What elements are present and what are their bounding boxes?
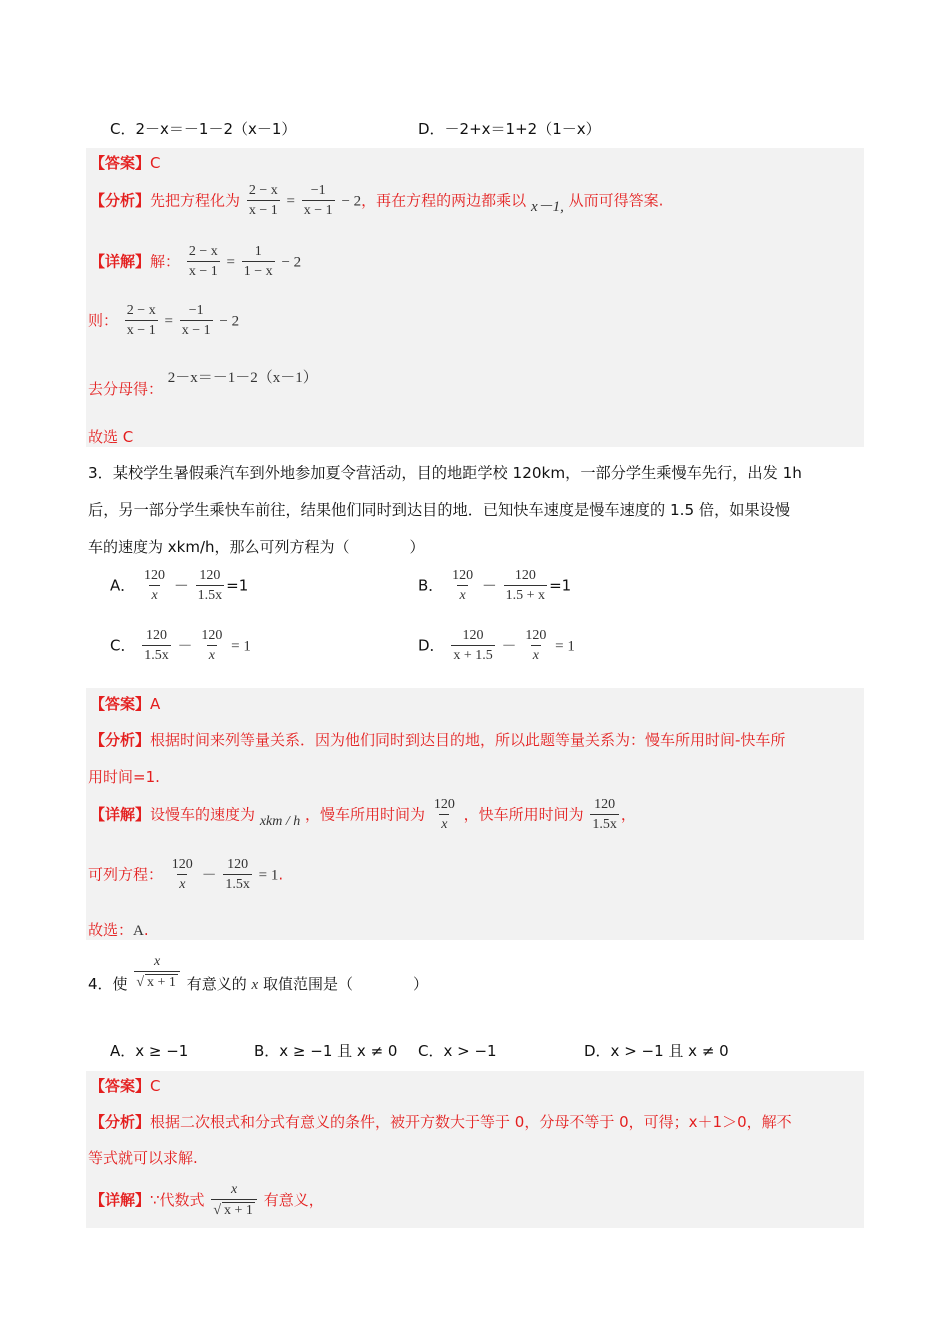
q4-option-a: A．x ≥ −1 xyxy=(110,1042,189,1060)
fraction: $\frac{120}{x}$ xyxy=(201,628,223,664)
q3-stem-line2: 后，另一部分学生乘快车前往，结果他们同时到达目的地．已知快车速度是慢车速度的 1.5 倍，如果设慢 xyxy=(88,501,791,519)
fraction: $\frac{120}{1.5x}$ xyxy=(197,568,223,604)
fraction: $\frac{x}{√ x + 1}$ xyxy=(134,954,180,991)
fraction: $\frac{120}{1.5 + x}$ xyxy=(505,568,546,604)
detail-tag: 【详解】 xyxy=(90,252,151,271)
analysis-text: 先把方程化为 xyxy=(150,191,241,210)
fraction: $\frac{120}{1.5x}$ xyxy=(592,797,617,833)
answer-tag: 【答案】 xyxy=(90,154,151,172)
q3-option-b: B． $\frac{120}{x}$ － $\frac{120}{1.5 + x}$ =1 xyxy=(418,568,572,604)
q3-option-d: D． $\frac{120}{x + 1.5}$ － $\frac{120}{x}$ = 1 xyxy=(418,628,575,664)
analysis-text: 从而可得答案. xyxy=(568,191,664,210)
q3-detail-line: 【详解】设慢车的速度为 xkm / h ，慢车所用时间为 $\frac{120}{x}$ ，快车所用时间为 $\frac{120}{1.5x}$ ， xyxy=(90,797,636,833)
q2-detail-line xyxy=(90,244,301,280)
equals-sign: = xyxy=(226,254,235,271)
fraction: $\frac{120}{x}$ xyxy=(433,797,455,833)
q2-then-line xyxy=(88,303,239,339)
fraction: $\frac{120}{x}$ xyxy=(525,628,547,664)
equals-sign: = xyxy=(286,193,295,210)
q3-option-c: C． $\frac{120}{1.5x}$ － $\frac{120}{x}$ = 1 xyxy=(110,628,251,664)
answer-value: C xyxy=(150,1077,161,1095)
fraction: $\frac{2 - x}{x - 1}$ xyxy=(248,183,278,219)
analysis-tag: 【分析】 xyxy=(90,731,151,749)
q3-conclusion: 故选：A. xyxy=(88,921,149,939)
fraction: $\frac{120}{1.5x}$ xyxy=(225,857,250,893)
fraction: $\frac{120}{x}$ xyxy=(452,568,474,604)
fraction: $\frac{120}{x + 1.5}$ xyxy=(453,628,493,664)
q2-denom-line xyxy=(88,370,318,398)
denom-expression: 2－x＝－1－2（x－1） xyxy=(167,370,318,386)
speed-unit: xkm / h xyxy=(259,814,301,830)
fraction: $\frac{1}{1 - x}$ xyxy=(243,244,273,280)
fraction: $\frac{120}{1.5x}$ xyxy=(144,628,169,664)
q4-option-d: D．x > −1 且 x ≠ 0 xyxy=(584,1042,729,1060)
answer-value: C xyxy=(150,154,161,172)
fraction: $\frac{120}{x}$ xyxy=(171,857,193,893)
q2-conclusion: 故选 C xyxy=(88,428,134,446)
q4-analysis-line2: 等式就可以求解. xyxy=(88,1149,198,1167)
q4-answer-line xyxy=(90,1075,161,1096)
answer-tag: 【答案】 xyxy=(90,1077,151,1095)
q3-equation-line: 可列方程： $\frac{120}{x}$ － $\frac{120}{1.5x}$ = 1. xyxy=(88,857,284,893)
math-term: − 2 xyxy=(219,313,240,330)
q3-answer-line xyxy=(90,693,160,714)
q4-stem: 4．使 $\frac{x}{√ x + 1}$ 有意义的 x 取值范围是（ ） xyxy=(88,954,428,993)
q4-detail-line: 【详解】∵代数式 $\frac{x}{√ x + 1}$ 有意义， xyxy=(90,1182,324,1219)
q2-option-d: D．－2+x＝1+2（1－x） xyxy=(418,120,601,138)
q2-option-c: C．2－x＝－1－2（x－1） xyxy=(110,120,297,138)
then-label: 则： xyxy=(88,311,119,330)
fraction: $\frac{2 - x}{x - 1}$ xyxy=(188,244,218,280)
fraction: $\frac{-1}{x - 1}$ xyxy=(181,303,211,339)
fraction: $\frac{-1}{x - 1}$ xyxy=(303,183,333,219)
detail-tag: 【详解】 xyxy=(90,1190,151,1209)
q3-analysis-line1: 【分析】根据时间来列等量关系．因为他们同时到达目的地，所以此题等量关系为：慢车所用时间-快车所 xyxy=(90,731,786,749)
analysis-tag: 【分析】 xyxy=(90,1113,151,1131)
fraction: $\frac{x}{√ x + 1}$ xyxy=(211,1182,257,1219)
math-term: − 2 xyxy=(341,193,362,210)
detail-text: 解： xyxy=(150,252,181,271)
q4-option-c: C．x > −1 xyxy=(418,1042,497,1060)
q3-stem-line1: 3．某校学生暑假乘汽车到外地参加夏令营活动，目的地距学校 120km，一部分学生乘慢车先行，出发 1h xyxy=(88,464,802,482)
q4-option-b: B．x ≥ −1 且 x ≠ 0 xyxy=(254,1042,398,1060)
q4-analysis-line1: 【分析】根据二次根式和分式有意义的条件，被开方数大于等于 0，分母不等于 0，可得；x＋1＞0，解不 xyxy=(90,1113,792,1131)
q3-option-a: A． $\frac{120}{x}$ － $\frac{120}{1.5x}$ =1 xyxy=(110,568,249,604)
analysis-text: ，再在方程的两边都乘以 xyxy=(361,191,527,210)
q3-analysis-line2: 用时间=1. xyxy=(88,768,160,786)
detail-tag: 【详解】 xyxy=(90,805,151,824)
math-term: − 2 xyxy=(281,254,302,271)
q2-analysis-line xyxy=(90,183,663,219)
denom-label: 去分母得： xyxy=(88,380,164,398)
answer-value: A xyxy=(150,695,161,713)
fraction: $\frac{2 - x}{x - 1}$ xyxy=(126,303,156,339)
math-term: x－1, xyxy=(530,199,564,216)
q2-answer-line xyxy=(90,152,161,173)
analysis-tag: 【分析】 xyxy=(90,191,151,210)
fraction: $\frac{120}{x}$ xyxy=(144,568,166,604)
answer-tag: 【答案】 xyxy=(90,695,151,713)
q3-stem-line3: 车的速度为 xkm/h，那么可列方程为（ ） xyxy=(88,538,425,556)
equals-sign: = xyxy=(164,313,173,330)
